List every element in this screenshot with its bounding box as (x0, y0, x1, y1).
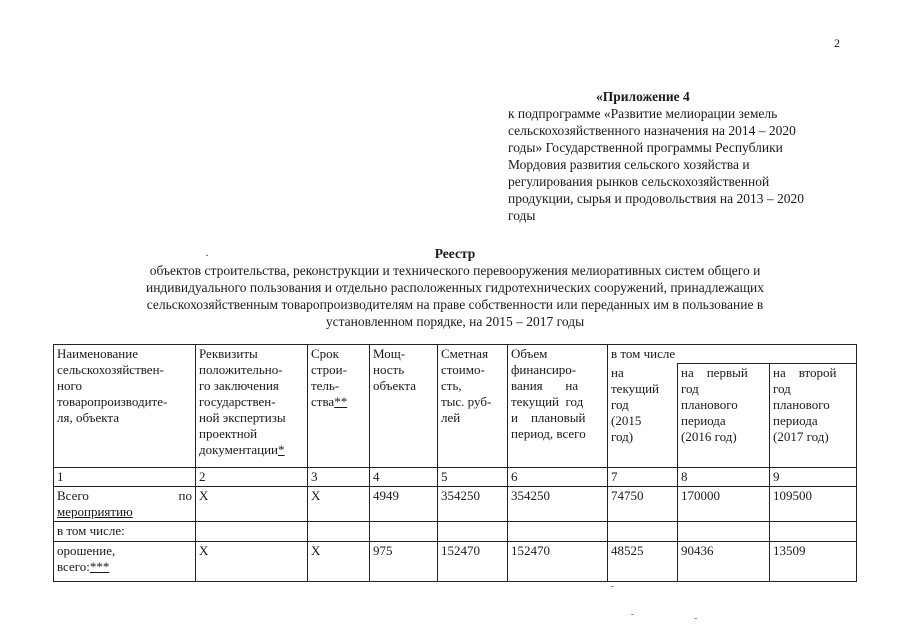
header-cost: Сметная стоимо- сть, тыс. руб- лей (438, 345, 508, 468)
row-2015: 48525 (608, 542, 678, 582)
column-number: 8 (678, 468, 770, 487)
table-row (54, 522, 857, 542)
appendix-line: годы» Государственной программы Республики (508, 140, 783, 155)
appendix-line: продукции, сырья и продовольствия на 2013 – 2020 (508, 191, 804, 206)
appendix-line: годы (508, 208, 536, 223)
header-name: Наименование сельскохозяйствен- ного товаропроизводите- ля, объекта (54, 345, 196, 468)
appendix-line: сельскохозяйственного назначения на 2014 – 2020 (508, 123, 796, 138)
scan-speck (611, 586, 614, 587)
appendix-line: регулирования рынков сельскохозяйственной (508, 174, 770, 189)
registry-subtitle-line: установленном порядке, на 2015 – 2017 годы (325, 314, 585, 329)
column-number-row (54, 468, 857, 487)
column-number: 3 (308, 468, 370, 487)
row-name: орошение, всего:*** (54, 542, 196, 582)
header-requisites: Реквизиты положительно- го заключения государствен- ной экспертизы проектной документации* (196, 345, 308, 468)
registry-subtitle-line: объектов строительства, реконструкции и технического перевооружения мелиоративных систем общего и (149, 263, 761, 278)
scan-dot: · (205, 248, 209, 262)
row-2016: 170000 (678, 487, 770, 522)
row-label: в том числе: (54, 522, 196, 542)
row-2017: 109500 (770, 487, 857, 522)
row-volume: 354250 (508, 487, 608, 522)
column-number: 2 (196, 468, 308, 487)
row-term: Х (308, 542, 370, 582)
row-capacity: 975 (370, 542, 438, 582)
registry-table (53, 344, 857, 582)
appendix-line: Мордовия развития сельского хозяйства и (508, 157, 750, 172)
header-row (54, 345, 857, 364)
page-number: 2 (834, 36, 840, 50)
row-2016: 90436 (678, 542, 770, 582)
appendix-block (508, 88, 858, 224)
header-current-year: на текущий год (2015 год) (608, 364, 678, 468)
column-number: 6 (508, 468, 608, 487)
row-term: Х (308, 487, 370, 522)
row-name: Всего по мероприятию (54, 487, 196, 522)
row-volume: 152470 (508, 542, 608, 582)
column-number: 5 (438, 468, 508, 487)
row-capacity: 4949 (370, 487, 438, 522)
header-first-year: на первый год планового периода (2016 год) (678, 364, 770, 468)
scan-speck (694, 618, 697, 619)
row-2017: 13509 (770, 542, 857, 582)
registry-subtitle-line: индивидуального пользования и отдельно расположенных гидротехнических сооружений, принадлежащих (145, 280, 765, 295)
appendix-line: к подпрограмме «Развитие мелиорации земель (508, 106, 778, 121)
column-number: 4 (370, 468, 438, 487)
registry-title-block (70, 245, 840, 330)
table-row (54, 542, 857, 582)
header-capacity: Мощ- ность объекта (370, 345, 438, 468)
row-requisites: Х (196, 487, 308, 522)
scan-speck (631, 614, 634, 615)
column-number: 9 (770, 468, 857, 487)
row-cost: 152470 (438, 542, 508, 582)
header-volume: Объем финансиро- вания на текущий год и плановый период, всего (508, 345, 608, 468)
registry-title: Реестр (434, 246, 476, 261)
registry-subtitle-line: сельскохозяйственным товаропроизводителям на праве собственности или переданных им в пользование в (146, 297, 764, 312)
column-number: 1 (54, 468, 196, 487)
row-requisites: Х (196, 542, 308, 582)
header-including: в том числе (608, 345, 857, 364)
header-second-year: на второй год планового периода (2017 год) (770, 364, 857, 468)
appendix-heading: «Приложение 4 (596, 89, 690, 104)
row-cost: 354250 (438, 487, 508, 522)
header-term: Срок строи- тель- ства** (308, 345, 370, 468)
table-row (54, 487, 857, 522)
column-number: 7 (608, 468, 678, 487)
row-2015: 74750 (608, 487, 678, 522)
